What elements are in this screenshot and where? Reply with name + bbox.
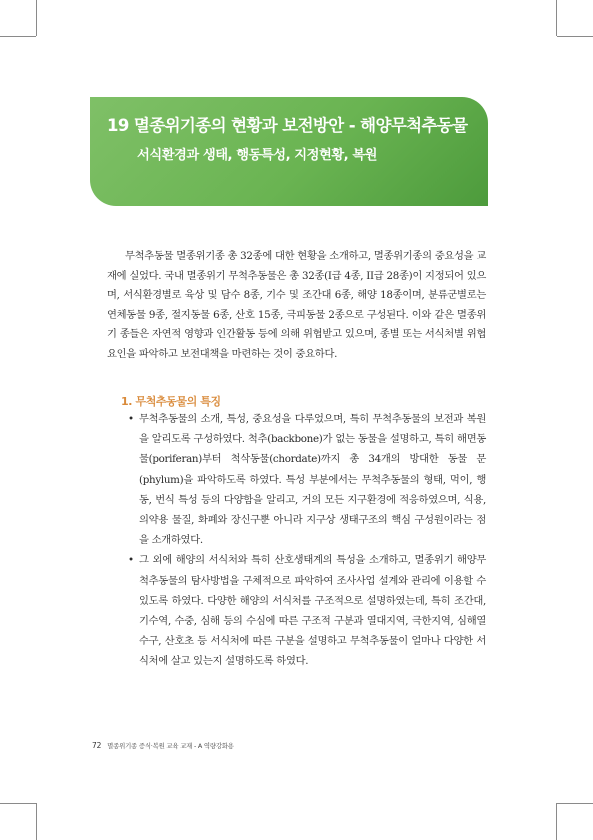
section-heading: 1. 무척추동물의 특징 — [121, 395, 221, 408]
crop-mark-bottom-left-h — [0, 803, 36, 804]
crop-mark-top-right-v — [556, 0, 557, 36]
bullet-mark: • — [128, 413, 134, 425]
crop-mark-top-left-h — [0, 36, 36, 37]
intro-paragraph: 무척추동물 멸종위기종 총 32종에 대한 현황을 소개하고, 멸종위기종의 중요성을 교재에 실었다. 국내 멸종위기 무척추동물은 총 32종(I급 4종, II급 28종)이 지정되어 있으며, 서식환경별로 육상 및 담수 8종, 기수 및 조간대 6종, 해양 18종이며, 분류군별로는 연체동물 9종, 절지동물 6종, 산호 15종, 극피동물 2종으로 구성된다. 이와 같은 멸종위기 종들은 자연적 영향과 인간활동 등에 의해 위협받고 있으며, 종별 또는 서식처별 위협요인을 파악하고 보전대책을 마련하는 것이 중요하다. — [107, 250, 486, 360]
bullet-mark: • — [128, 554, 134, 567]
intro-section — [107, 247, 486, 365]
crop-mark-bottom-right-h — [557, 803, 593, 804]
crop-mark-top-left-v — [36, 0, 37, 36]
bullet-text: 무척추동물의 소개, 특성, 중요성을 다루었으며, 특히 무척추동물의 보전과 복원을 알리도록 구성하였다. 척추(backbone)가 없는 동물을 설명하고, 특히 해면동물(poriferan)부터 척삭동물(chordate)까지 총 34개의 방대한 동물 문(phylum)을 파악하도록 하였다. 특성 부분에서는 무척추동물의 형태, 먹이, 행동, 번식 특성 등의 다양함을 알리고, 거의 모든 지구환경에 적응하였으며, 식용, 의약용 물질, 화폐와 장신구뿐 아니라 지구상 생태구조의 핵심 구성원이라는 점을 소개하였다. — [139, 413, 486, 547]
list-item — [128, 550, 486, 671]
chapter-subtitle: 서식환경과 생태, 행동특성, 지정현황, 복원 — [137, 148, 378, 163]
bullet-text: 그 외에 해양의 서식처와 특히 산호생태계의 특성을 소개하고, 멸종위기 해양무척추동물의 탐사방법을 구체적으로 파악하여 조사사업 설계와 관리에 이용할 수 있도록 하였다. 다양한 해양의 서식처를 구조적으로 설명하였는데, 특히 조간대, 기수역, 수중, 심해 등의 수심에 따른 구조적 구분과 열대지역, 극한지역, 심해열수구, 산호초 등 서식처에 따른 구분을 설명하고 무척추동물이 얼마나 다양한 서식처에 살고 있는지 설명하도록 하였다. — [139, 554, 486, 668]
page-number: 72 — [92, 741, 102, 750]
page-footer — [92, 741, 234, 750]
bullet-list — [128, 409, 486, 672]
crop-mark-bottom-left-v — [36, 803, 37, 840]
crop-mark-bottom-right-v — [556, 803, 557, 840]
list-item — [128, 409, 486, 550]
footer-text: 멸종위기종 증식·복원 교육 교재 - A 역량강화용 — [107, 742, 234, 750]
crop-mark-top-right-h — [557, 36, 593, 37]
chapter-title: 19 멸종위기종의 현황과 보전방안 - 해양무척추동물 — [107, 116, 468, 135]
